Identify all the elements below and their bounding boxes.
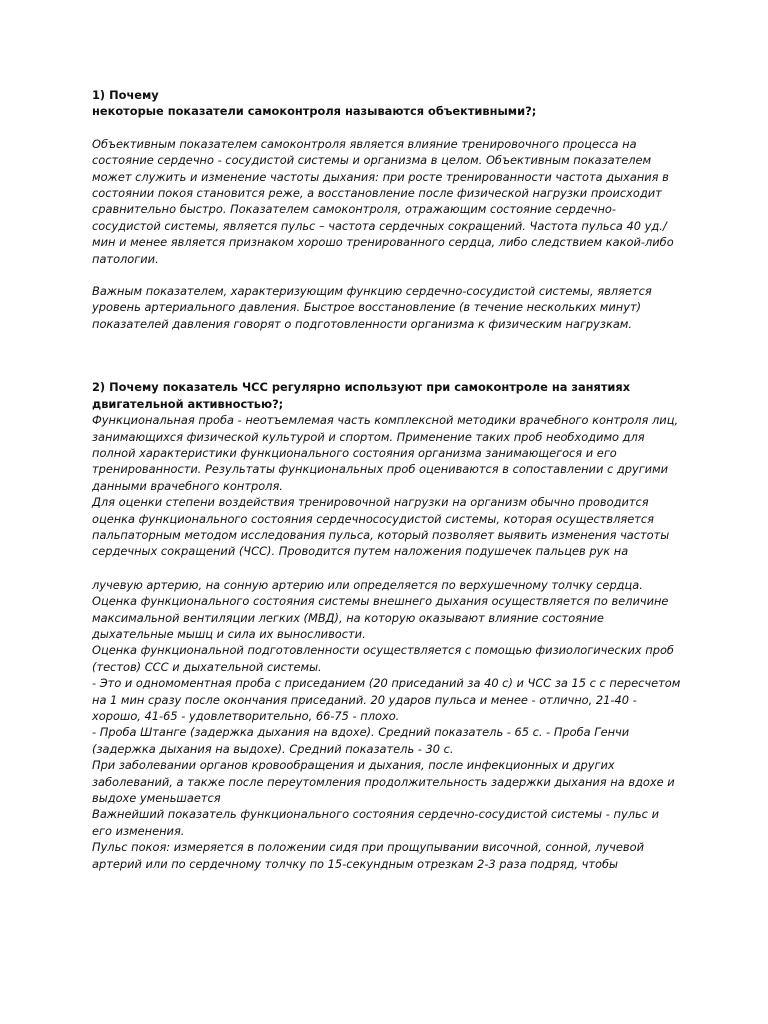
spacer [92, 560, 682, 577]
answer-1-paragraph-1: Объективным показателем самоконтроля является влияние тренировочного процесса на состояние сердечно - сосудистой системы и организма в целом. Объективным показателем может служить и изменение частоты дыхания: при росте тренированности частота дыхания в состоянии покоя становится реже, а восстановление после физической нагрузки происходит сравнительно быстро. Показателем самоконтроля, отражающим состояние сердечно-сосудистой системы, является пульс – частота сердечных сокращений. Частота пульса 40 уд./мин и менее является признаком хорошо тренированного сердца, либо следствием какой-либо патологии. [92, 136, 674, 266]
spacer [92, 267, 682, 283]
question-1-line-2: некоторые показатели самоконтроля называются объективными?; [92, 104, 537, 119]
answer-2-part-2: лучевую артерию, на сонную артерию или определяется по верхушечному толчку сердца. Оценка функционального состояния системы внешнего дыхания осуществляется по величине максимальной вентиляции легких (МВД), на которую оказывают влияние состояние дыхательные мышц и сила их выносливости. Оценка функциональной подготовленности осуществляется с помощью физиологических проб (тестов) ССС и дыхательной системы. - Это и одномоментная проба с приседанием (20 приседаний за 40 с) и ЧСС за 15 с с пересчетом на 1 мин сразу после окончания приседаний. 20 ударов пульса и менее - отлично, 21-40 - хорошо, 41-65 - удовлетворительно, 66-75 - плохо. - Проба Штанге (задержка дыхания на вдохе). Средний показатель - 65 с. - Проба Генчи (задержка дыхания на выдохе). Средний показатель - 30 с. При заболевании органов кровообращения и дыхания, после инфекционных и других заболеваний, а также после переутомления продолжительность задержки дыхания на вдохе и выдохе уменьшается Важнейший показатель функционального состояния сердечно-сосудистой системы - пульс и его изменения. Пульс покоя: измеряется в положении сидя при прощупывании височной, сонной, лучевой артерий или по сердечному толчку по 15-секундным отрезкам 2-3 раза подряд, чтобы [92, 577, 681, 871]
answer-1-paragraph-2: Важным показателем, характеризующим функцию сердечно-сосудистой системы, является уровень артериального давления. Быстрое восстановление (в течение нескольких минут) показателей давления говорят о подготовленности организма к физическим нагрузкам. [92, 284, 652, 331]
spacer [92, 120, 682, 136]
answer-2-part-1: Функциональная проба - неотъемлемая часть комплексной методики врачебного контроля лиц, занимающихся физической культурой и спортом. Применение таких проб необходимо для полной характеристики функционального состояния организма занимающегося и его тренированности. Результаты функциональных проб оцениваются в сопоставлении с другими данными врачебного контроля. Для оценки степени воздействия тренировочной нагрузки на организм обычно проводится оценка функционального состояния сердечнососудистой системы, которая осуществляется пальпаторным методом исследования пульса, который позволяет выявить изменения частоты сердечных сокращений (ЧСС). Проводится путем наложения подушечек пальцев рук на [92, 413, 679, 559]
question-2: 2) Почему показатель ЧСС регулярно используют при самоконтроле на занятиях двигательной активностью?; [92, 380, 631, 411]
document-page [92, 87, 682, 872]
spacer [92, 332, 682, 379]
question-1-line-1: 1) Почему [92, 88, 159, 102]
